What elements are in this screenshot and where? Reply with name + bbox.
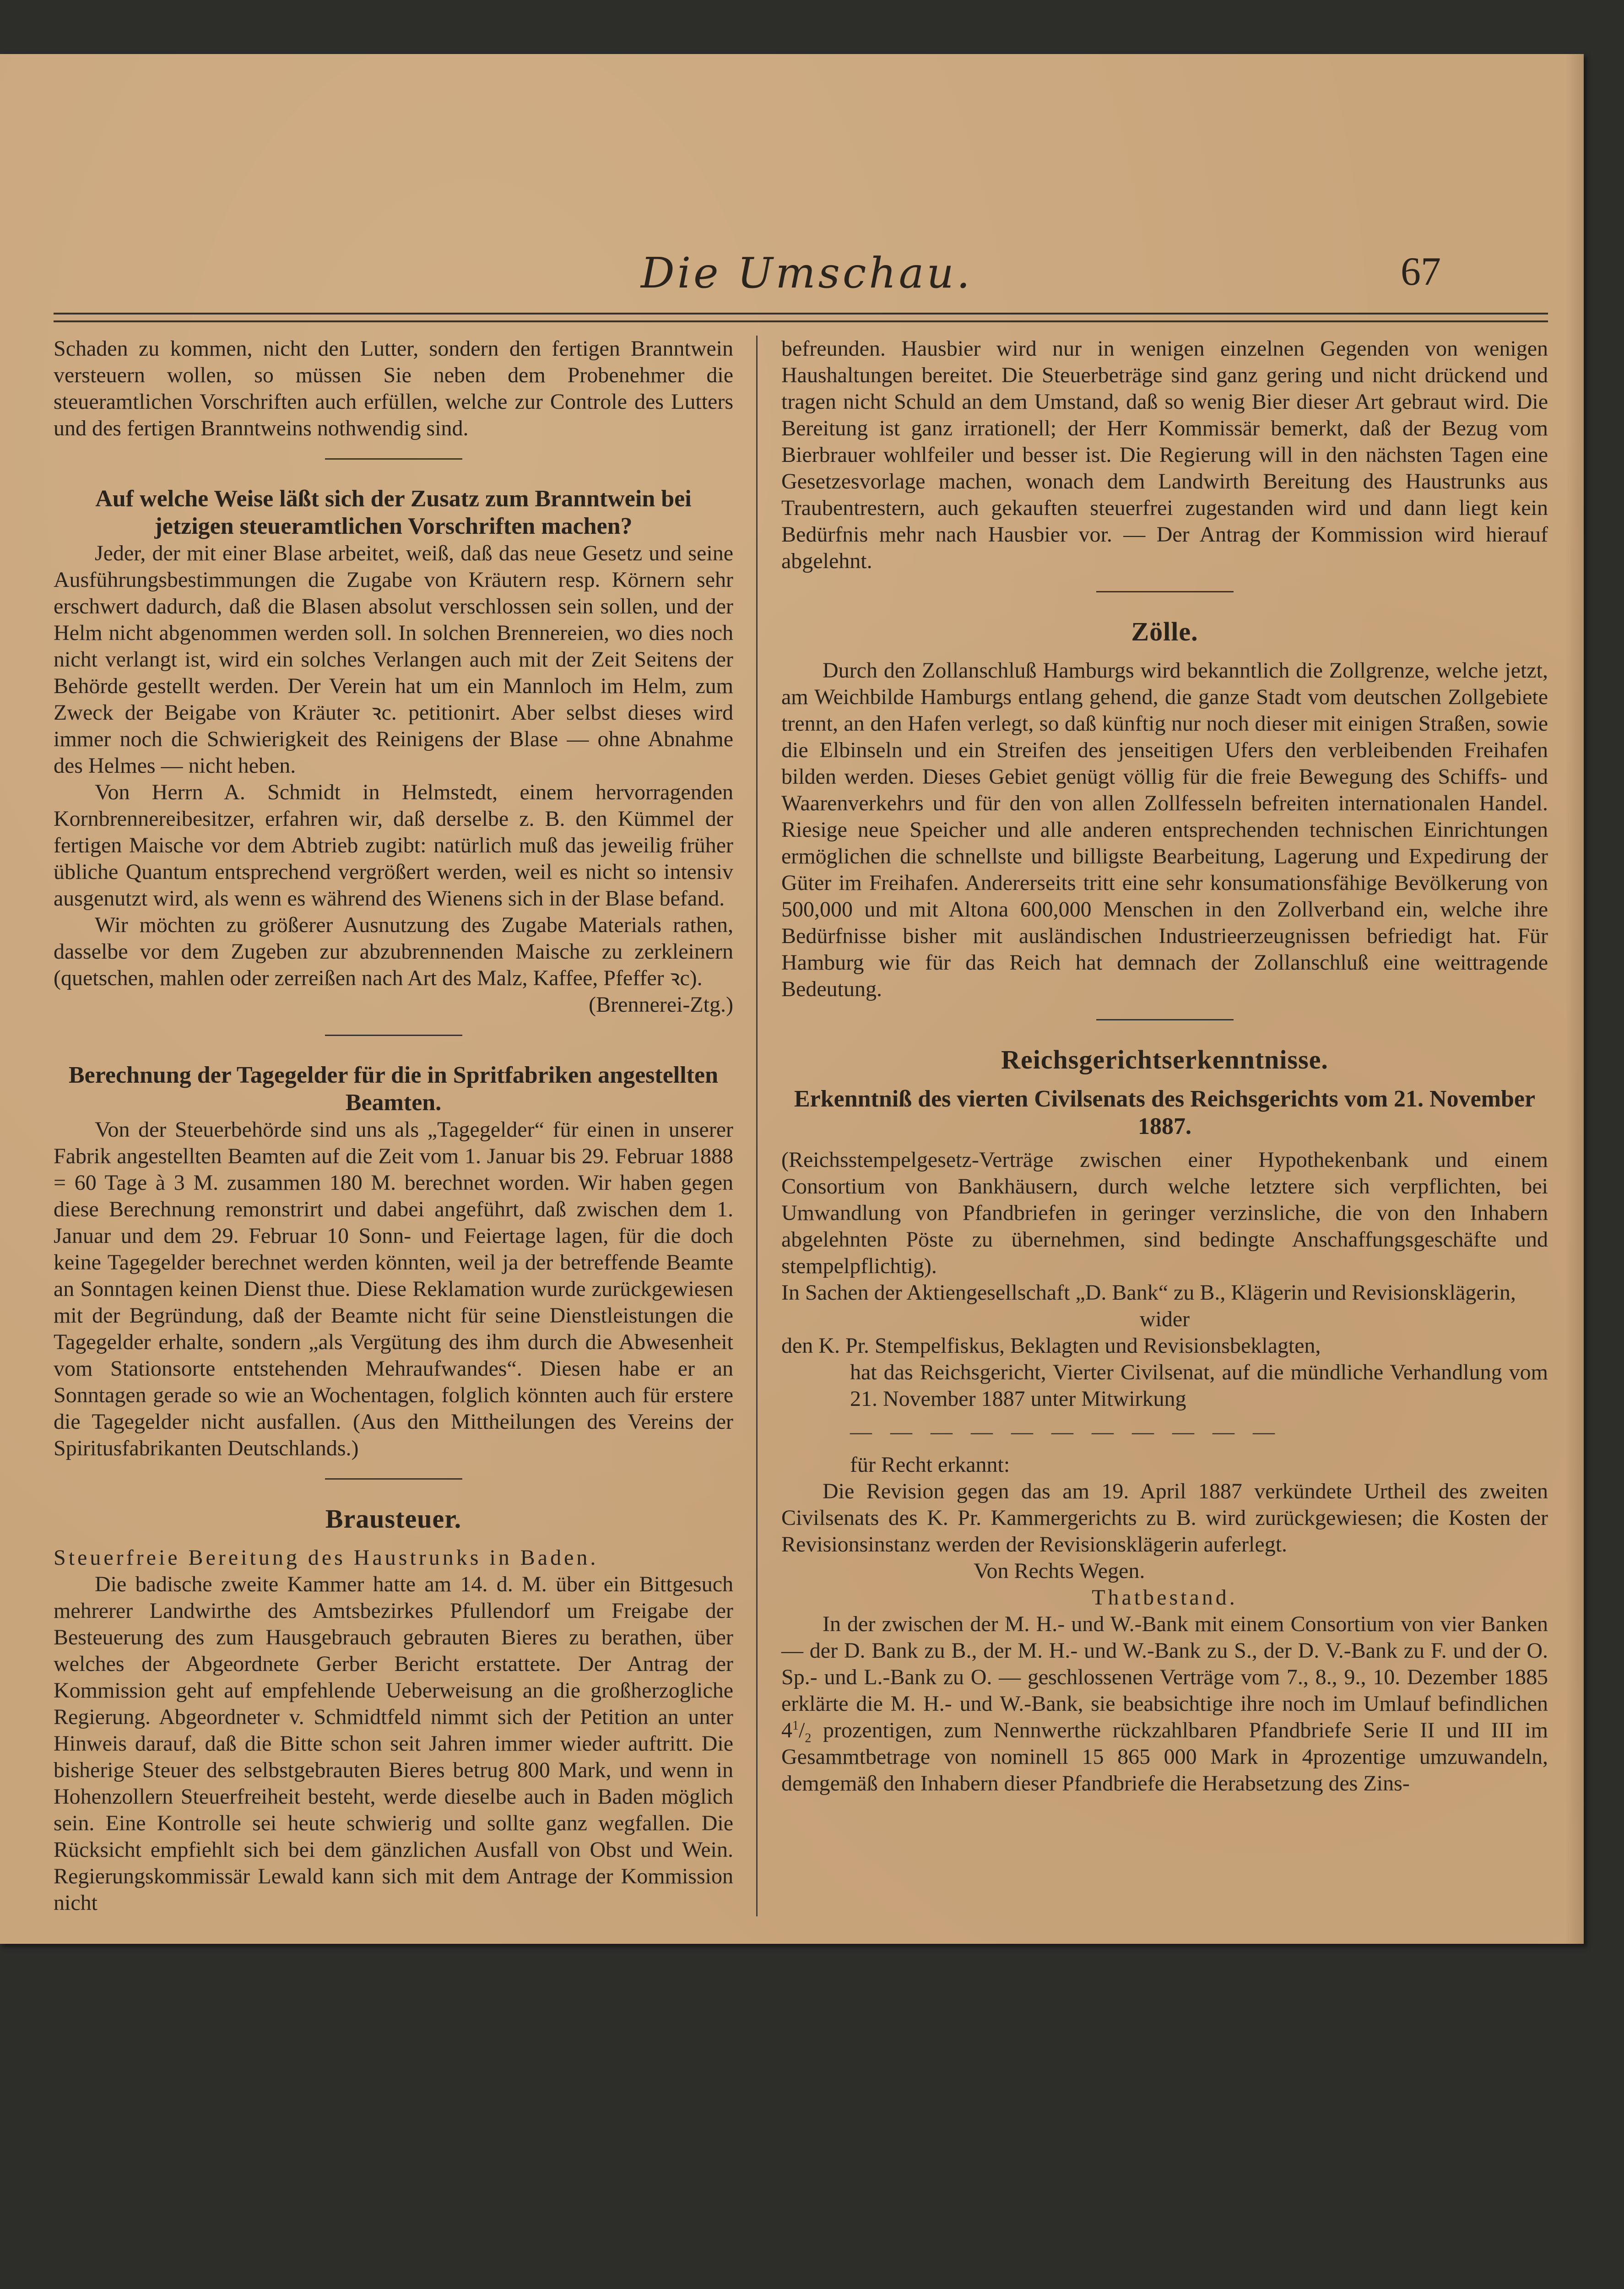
header-rules: [54, 313, 1548, 324]
source-citation: (Brennerei-Ztg.): [589, 993, 733, 1017]
left-column: [54, 336, 733, 1916]
header-rule-upper: [54, 313, 1548, 315]
article-heading: Berechnung der Tagegelder für die in Spritfabriken angestellten Beamten.: [68, 1062, 718, 1116]
facts-text-a: In der zwischen der M. H.- und W.-Bank mit einem Consortium von vier Banken — der D. Bank zu B., der M. H.- und W.-Bank zu S., der D. V.-Bank zu F. und der O. Sp.- und L.-Bank zu O. — geschlossenen Verträge vom 7., 8., 9., 10. Dezember 1885 erklärte die M. H.- und W.-Bank, sie beabsichtige ihre noch im Umlauf befindlichen: [781, 1612, 1548, 1716]
article-tagegelder: [54, 1062, 733, 1462]
article-paragraph: Von Herrn A. Schmidt in Helmstedt, einem hervorragenden Kornbrennereibesitzer, erfahren wir, daß derselbe z. B. den Kümmel der fertigen Maische vor dem Abtrieb zugibt: natürlich muß das jeweilig früher übliche Quantum entsprechend vergrößert werden, weil es nicht so intensiv ausgenutzt wird, als wenn es während des Wienens sich in der Blase befand.: [54, 780, 733, 911]
article-paragraph: Die badische zweite Kammer hatte am 14. d. M. über ein Bittgesuch mehrerer Landwirthe des Amtsbezirkes Pfullendorf um Freigabe der Besteuerung des zum Hausgebrauch gebrauten Bieres zu berathen, über welches der Abgeordnete Gerber Bericht erstattete. Der Antrag der Kommission geht auf empfehlende Ueberweisung an die großherzogliche Regierung. Abgeordneter v. Schmidtfeld nimmt sich der Petition an unter Hinweis darauf, daß die Bitte schon seit Jahren immer wieder auftritt. Die bisherige Steuer des selbstgebrauten Bieres betrug 800 Mark, und wenn in Hohenzollern Steuerfreiheit besteht, werde dieselbe auch in Baden möglich sein. Eine Kontrolle sei heute schwierig und sollte ganz wegfallen. Die Rücksicht empfiehlt sich bei dem gänzlichen Ausfall von Obst und Wein. Regierungskommissär Lewald kann sich mit dem Antrage der Kommission nicht: [54, 1572, 733, 1915]
header-rule-lower: [54, 320, 1548, 322]
case-summary: (Reichsstempelgesetz-Verträge zwischen einer Hypothekenbank und einem Consortium von Bankhäusern, durch welche letztere sich verpflichten, bei Umwandlung von Pfandbriefen in geringer verzinsliche, die von den Inhabern abgelehnten Pöste zu übernehmen, sind bedingte Anschaffungsgeschäfte und stempelpflichtig).: [781, 1148, 1548, 1278]
fraction-denominator: 2: [805, 1731, 812, 1746]
fraction-numerator: 1: [792, 1719, 799, 1733]
by-law-label: Von Rechts Wegen.: [974, 1559, 1145, 1583]
columns: [54, 336, 1548, 1916]
ruling-intro: für Recht erkannt:: [850, 1453, 1010, 1477]
plaintiff-statement: In Sachen der Aktiengesellschaft „D. Bank“ zu B., Klägerin und Revisionsklägerin,: [781, 1280, 1516, 1305]
article-paragraph: [54, 912, 733, 1018]
omission-dashes: — — — — — — — — — — —: [850, 1420, 1281, 1444]
article-heading: Brausteuer.: [325, 1504, 462, 1534]
article-zoelle: [781, 618, 1548, 1003]
article-heading: Reichsgerichtserkenntnisse.: [1001, 1045, 1328, 1074]
article-reichsgericht: [781, 1046, 1548, 1797]
continued-paragraph: Schaden zu kommen, nicht den Lutter, sondern den fertigen Branntwein versteuern wollen, so müssen Sie neben dem Probenehmer die steueramtlichen Vorschriften auch erfüllen, welche zur Controle des Lutters und des fertigen Branntweins nothwendig sind.: [54, 336, 733, 440]
article-paragraph-text: Wir möchten zu größerer Ausnutzung des Zugabe Materials rathen, dasselbe vor dem Zugeben zur abzubrennenden Maische zu zerkleinern (quetschen, mahlen oder zerreißen nach Art des Malz, Kaffee, Pfeffer ꝛc).: [54, 913, 733, 990]
article-subheading: Erkenntniß des vierten Civilsenats des Reichsgerichts vom 21. November 1887.: [794, 1086, 1536, 1139]
court-statement: hat das Reichsgericht, Vierter Civilsenat, auf die mündliche Verhandlung vom 21. November 1887 unter Mitwirkung: [850, 1360, 1548, 1411]
article-brausteuer: [54, 1505, 733, 1916]
continued-paragraph: befreunden. Hausbier wird nur in wenigen einzelnen Gegenden von wenigen Haushaltungen bereitet. Die Steuerbeträge sind ganz gering und nicht drückend und tragen nicht Schuld an dem Umstand, daß so wenig Bier dieser Art gebraut wird. Die Bereitung ist ganz irrationell; der Herr Kommissär bemerkt, daß der Bezug vom Bierbrauer wohlfeiler und besser ist. Die Regierung will in den nächsten Tagen eine Gesetzesvorlage machen, wonach dem Landwirth Bereitung des Haustrunks aus Traubentrestern, auch gekauften steuerfrei zugestanden wird und dann liegt kein Bedürfnis mehr nach Hausbier vor. — Der Antrag der Kommission wird hierauf abgelehnt.: [781, 336, 1548, 573]
section-separator: [325, 1035, 462, 1036]
newspaper-page: [0, 54, 1584, 1944]
section-separator: [325, 458, 462, 460]
versus-label: wider: [1139, 1307, 1190, 1331]
fraction-whole: 4: [781, 1718, 792, 1742]
running-head: [0, 54, 1584, 308]
facts-heading: Thatbestand.: [1092, 1585, 1238, 1610]
article-paragraph: Durch den Zollanschluß Hamburgs wird bekanntlich die Zollgrenze, welche jetzt, am Weichbilde Hamburgs entlang gehend, die ganze Stadt vom deutschen Zollgebiete trennt, an den Hafen verlegt, so daß künftig nur noch dieser mit einigen Straßen, sowie die Elbinseln und ein Streifen des jenseitigen Ufers den verbleibenden Freihafen bilden werden. Dieses Gebiet genügt völlig für die freie Bewegung des Schiffs- und Waarenverkehrs und für den von allen Zollfesseln befreiten internationalen Handel. Riesige neue Speicher und alle anderen entsprechenden technischen Einrichtungen ermöglichen die schnellste und billigste Bearbeitung, Lagerung und Expedirung der Güter im Freihafen. Andererseits tritt eine sehr konsumationsfähige Bevölkerung von 500,000 und mit Altona 600,000 Menschen in den Zollverband ein, welche ihre Bedürfnisse bisher mit ausländischen Industrieerzeugnissen befriedigt hat. Für Hamburg wie für das Reich hat demnach der Zollanschluß eine weittragende Bedeutung.: [781, 658, 1548, 1001]
section-separator: [1096, 1019, 1234, 1020]
article-heading: Zölle.: [1131, 617, 1198, 646]
ruling-text: Die Revision gegen das am 19. April 1887 verkündete Urtheil des zweiten Civilsenats des K. Pr. Kammergerichts zu B. wird zurückgewiesen; die Kosten der Revisionsinstanz werden der Revisionsklägerin auferlegt.: [781, 1479, 1548, 1557]
section-separator: [1096, 591, 1234, 592]
facts-text-b: prozentigen, zum Nennwerthe rückzahlbaren Pfandbriefe Serie II und III im Gesammtbetrage von nominell 15 865 000 Mark in 4prozentige umzuwandeln, demgemäß den Inhabern dieser Pfandbriefe die Herabsetzung des Zins-: [781, 1718, 1548, 1795]
facts-paragraph: In der zwischen der M. H.- und W.-Bank mit einem Consortium von vier Banken — der D. Bank zu B., der M. H.- und W.-Bank zu S., der D. V.-Bank zu F. und der O. Sp.- und L.-Bank zu O. — geschlossenen Verträge vom 7., 8., 9., 10. Dezember 1885 erklärte die M. H.- und W.-Bank, sie beabsichtige ihre noch im Umlauf befindlichen $4^1/_2$ prozentigen, zum Nennwerthe rückzahlbaren Pfandbriefe Serie II und III im Gesammtbetrage von nominell 15 865 000 Mark in 4prozentige umzuwandeln, demgemäß den Inhabern dieser Pfandbriefe die Herabsetzung des Zins-: [781, 1612, 1548, 1795]
column-divider: [756, 336, 758, 1916]
article-paragraph: Von der Steuerbehörde sind uns als „Tagegelder“ für einen in unserer Fabrik angestellten Beamten auf die Zeit vom 1. Januar bis 29. Februar 1888 = 60 Tage à 3 M. zusammen 180 M. berechnet worden. Wir haben gegen diese Berechnung remonstrirt und dabei angeführt, daß zwischen dem 1. Januar und dem 29. Februar 10 Sonn- und Feiertage lagen, für die doch keine Tagegelder berechnet werden könnten, weil ja der betreffende Beamte an Sonntagen keinen Dienst thue. Diese Reklamation wurde zurückgewiesen mit der Begründung, daß der Beamte nicht für seine Dienstleistungen die Tagegelder erhalte, sondern „als Vergütung des ihm durch die Abwesenheit vom Stationsorte entstehenden Mehraufwandes“. Diesen habe er an Sonntagen gerade so wie an Wochentagen, folglich könnten auch für erstere die Tagegelder nicht ausfallen. (Aus den Mittheilungen des Vereins der Spiritusfabrikanten Deutschlands.): [54, 1117, 733, 1460]
article-subheading: Steuerfreie Bereitung des Haustrunks in Baden.: [54, 1546, 599, 1570]
page-number: 67: [1401, 250, 1441, 294]
defendant-statement: den K. Pr. Stempelfiskus, Beklagten und Revisionsbeklagten,: [781, 1334, 1321, 1358]
section-separator: [325, 1478, 462, 1480]
right-column: [781, 336, 1548, 1797]
article-paragraph: Jeder, der mit einer Blase arbeitet, weiß, daß das neue Gesetz und seine Ausführungsbestimmungen die Zugabe von Kräutern resp. Körnern sehr erschwert dadurch, daß die Blasen absolut verschlossen sein sollen, und der Helm nicht abgenommen werden soll. In solchen Brennereien, wo dies noch nicht verlangt ist, wird ein solches Verlangen auch mit der Zeit Seitens der Behörde gestellt werden. Der Verein hat um ein Mannloch im Helm, zum Zweck der Beigabe von Kräuter ꝛc. petitionirt. Aber selbst dieses wird immer noch die Schwierigkeit des Reinigens der Blase — ohne Abnahme des Helmes — nicht heben.: [54, 541, 733, 778]
publication-title: Die Umschau.: [641, 249, 973, 298]
article-heading: Auf welche Weise läßt sich der Zusatz zum Branntwein bei jetzigen steueramtlichen Vorschriften machen?: [95, 486, 692, 539]
article-branntwein-zusatz: [54, 485, 733, 1018]
